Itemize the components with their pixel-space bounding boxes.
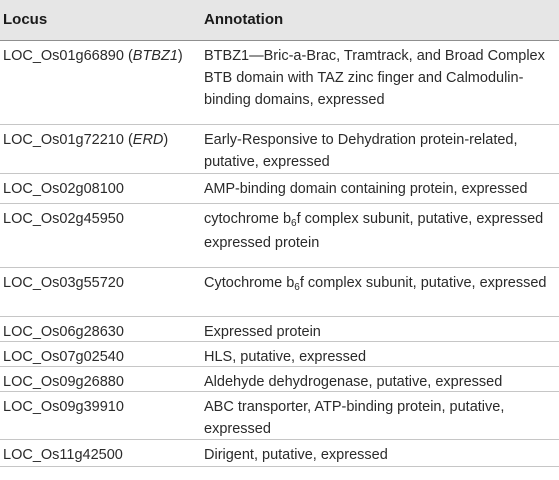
table-row <box>0 204 559 268</box>
annotation-cell: BTBZ1—Bric-a-Brac, Tramtrack, and Broad Complex BTB domain with TAZ zinc finger and Calmodulin-binding domains, expressed <box>204 48 545 108</box>
locus-cell: LOC_Os01g72210 (ERD) <box>3 132 169 148</box>
locus-cell: LOC_Os06g28630 <box>3 324 124 340</box>
locus-cell: LOC_Os03g55720 <box>3 275 124 291</box>
header-locus: Locus <box>3 11 48 28</box>
annotation-cell: HLS, putative, expressed <box>204 349 367 365</box>
table-row <box>0 174 559 204</box>
annotation-cell: Aldehyde dehydrogenase, putative, expressed <box>204 374 503 390</box>
table-row <box>0 367 559 392</box>
locus-cell: LOC_Os02g08100 <box>3 181 124 197</box>
annotation-cell: Dirigent, putative, expressed <box>204 447 388 463</box>
locus-cell: LOC_Os07g02540 <box>3 349 124 365</box>
table-row <box>0 392 559 440</box>
table-row <box>0 317 559 342</box>
table-header <box>0 0 559 41</box>
locus-cell: LOC_Os09g39910 <box>3 399 124 415</box>
locus-cell: LOC_Os01g66890 (BTBZ1) <box>3 48 183 64</box>
table-row <box>0 41 559 125</box>
gene-name: ERD <box>132 132 164 148</box>
annotation-cell: Cytochrome $b_6f$ complex subunit, putative, expressed <box>204 275 547 293</box>
locus-cell: LOC_Os11g42500 <box>3 447 123 463</box>
table-row <box>0 342 559 367</box>
table-row <box>0 440 559 467</box>
annotation-cell: ABC transporter, ATP-binding protein, putative, expressed <box>204 399 505 437</box>
annotation-cell: Early-Responsive to Dehydration protein-related, putative, expressed <box>204 132 518 170</box>
header-annotation: Annotation <box>204 11 284 28</box>
locus-cell: LOC_Os02g45950 <box>3 211 124 227</box>
table-row <box>0 268 559 317</box>
annotation-cell: cytochrome $b_6f$ complex subunit, putative, expressed expressed protein <box>204 211 544 251</box>
annotation-cell: AMP-binding domain containing protein, expressed <box>204 181 528 197</box>
annotation-cell: Expressed protein <box>204 324 321 340</box>
table-row <box>0 125 559 174</box>
locus-cell: LOC_Os09g26880 <box>3 374 124 390</box>
gene-name: BTBZ1 <box>132 48 178 64</box>
